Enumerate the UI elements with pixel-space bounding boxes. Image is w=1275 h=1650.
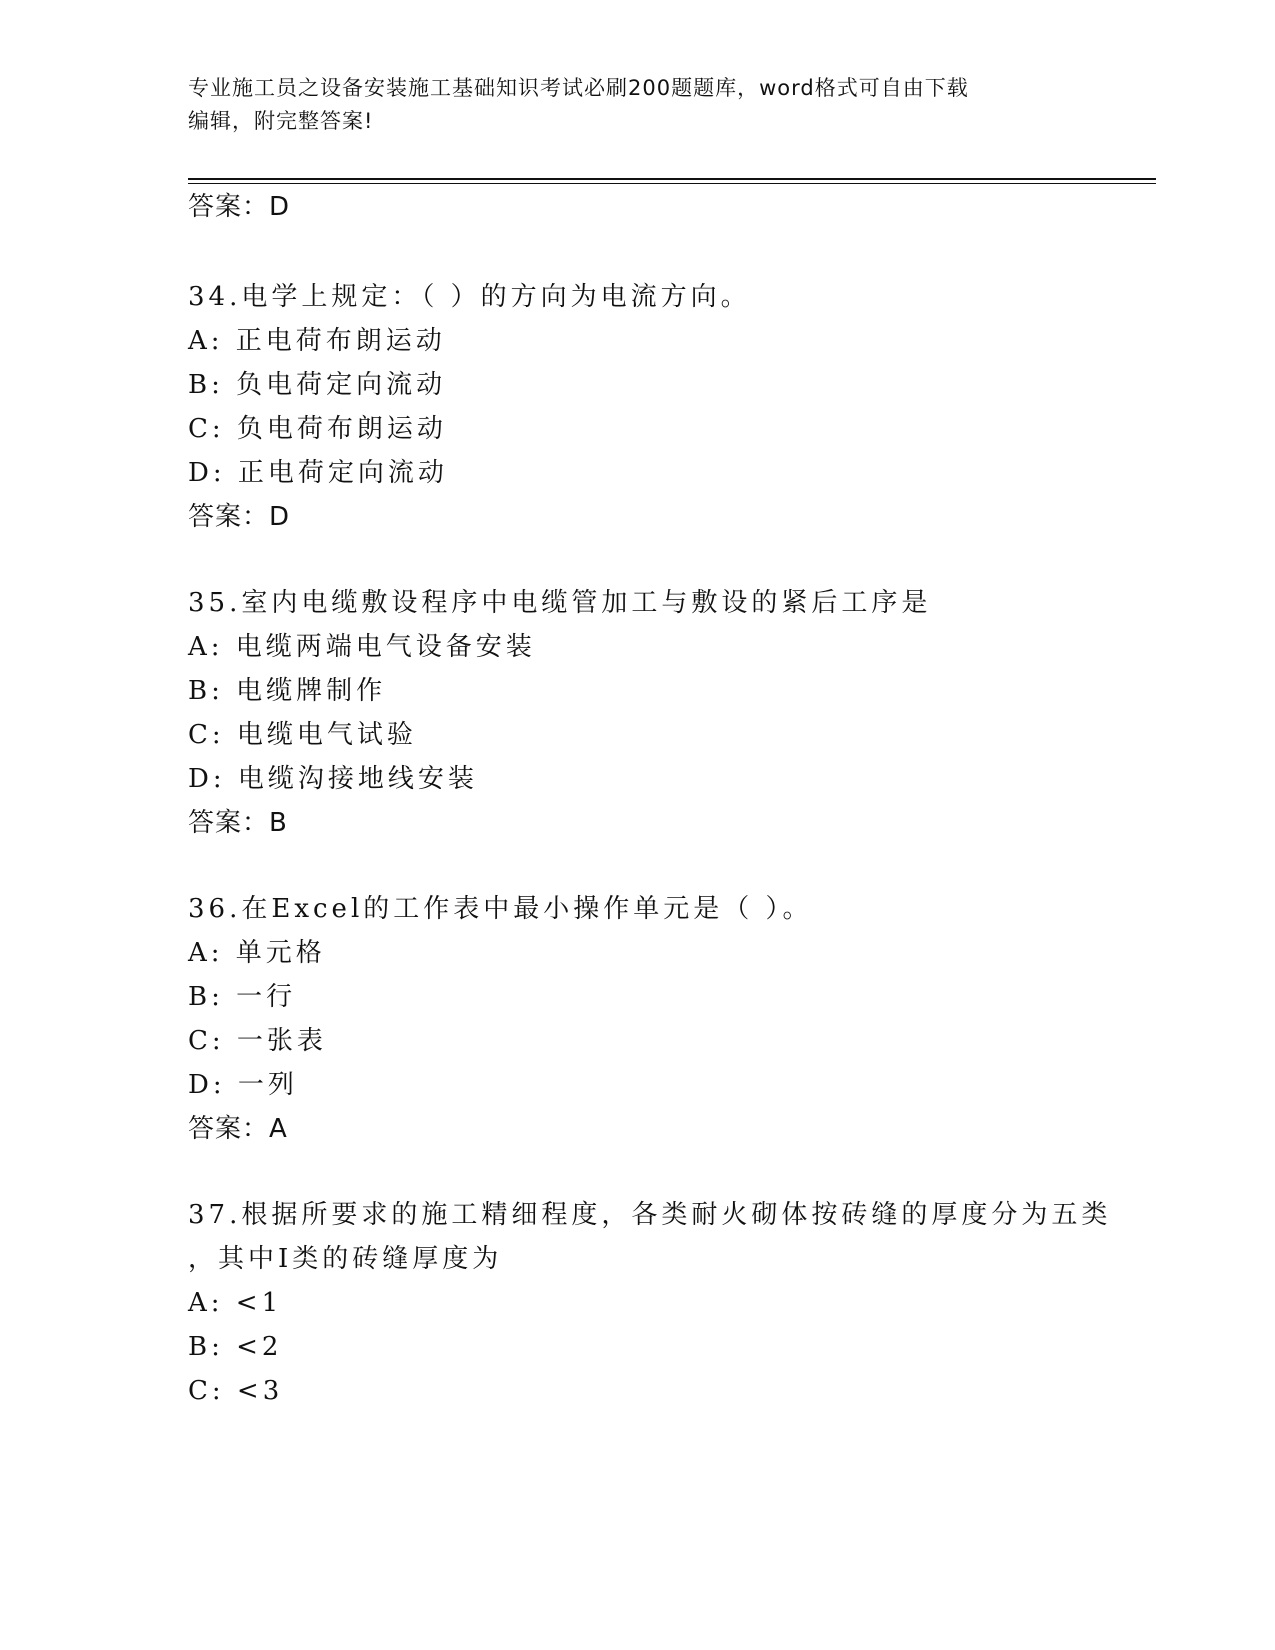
question-35-option-c: C: 电缆电气试验 [188, 720, 417, 750]
question-37-stem: 37.根据所要求的施工精细程度，各类耐火砌体按砖缝的厚度分为五类 [188, 1200, 1112, 1230]
question-35-answer: 答案：B [188, 808, 288, 838]
question-37-option-c: C: <3 [188, 1376, 284, 1406]
header-line-2: 编辑，附完整答案! [188, 109, 374, 133]
question-35-stem: 35.室内电缆敷设程序中电缆管加工与敷设的紧后工序是 [188, 588, 932, 618]
question-37-option-b: B: <2 [188, 1332, 283, 1362]
question-36-stem: 36.在Excel的工作表中最小操作单元是（ ）。 [188, 894, 813, 924]
question-34-option-a: A: 正电荷布朗运动 [188, 326, 446, 356]
previous-answer: 答案：D [188, 192, 291, 222]
question-37-stem-continued: ，其中I类的砖缝厚度为 [188, 1244, 503, 1274]
question-35-option-b: B: 电缆牌制作 [188, 676, 387, 706]
document-header [188, 72, 1068, 138]
question-36-option-a: A: 单元格 [188, 938, 326, 968]
question-34-stem: 34.电学上规定：（ ）的方向为电流方向。 [188, 282, 751, 312]
question-35-option-a: A: 电缆两端电气设备安装 [188, 632, 536, 662]
question-35-option-d: D: 电缆沟接地线安装 [188, 764, 478, 794]
question-36-option-c: C: 一张表 [188, 1026, 327, 1056]
question-34-option-c: C: 负电荷布朗运动 [188, 414, 447, 444]
header-rule-thick [188, 178, 1156, 180]
question-34-answer: 答案：D [188, 502, 291, 532]
question-34-option-d: D: 正电荷定向流动 [188, 458, 448, 488]
question-36-option-b: B: 一行 [188, 982, 297, 1012]
question-34-option-b: B: 负电荷定向流动 [188, 370, 447, 400]
header-rule-thin [188, 183, 1156, 184]
header-line-1: 专业施工员之设备安装施工基础知识考试必刷200题题库，word格式可自由下载 [188, 76, 969, 100]
question-36-answer: 答案：A [188, 1114, 288, 1144]
question-37-option-a: A: <1 [188, 1288, 283, 1318]
question-36-option-d: D: 一列 [188, 1070, 298, 1100]
